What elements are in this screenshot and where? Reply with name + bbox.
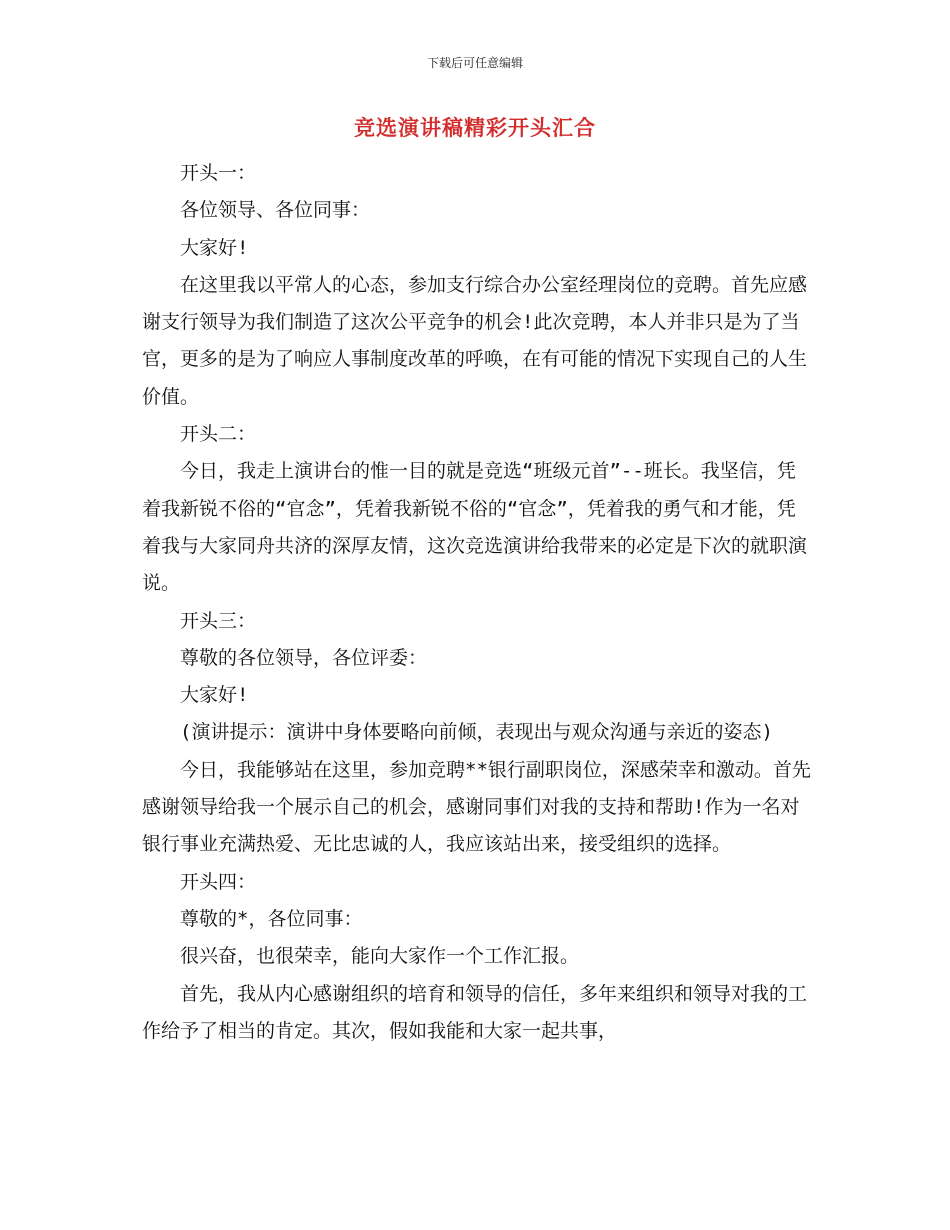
paragraph: 开头二： — [180, 423, 257, 446]
paragraph: 今日，我能够站在这里，参加竞聘**银行副职岗位，深感荣幸和激动。首先感谢领导给我一个展示自己的机会，感谢同事们对我的支持和帮助!作为一名对银行事业充满热爱、无比忠诚的人，我应该站出来，接受组织的选择。 — [142, 758, 811, 856]
document-title: 竞选演讲稿精彩开头汇合 — [354, 116, 596, 140]
paragraph: 尊敬的*，各位同事： — [180, 907, 363, 930]
paragraph: 在这里我以平常人的心态，参加支行综合办公室经理岗位的竞聘。首先应感谢支行领导为我们制造了这次公平竞争的机会!此次竞聘，本人并非只是为了当官，更多的是为了响应人事制度改革的呼唤，在有可能的情况下实现自己的人生价值。 — [142, 273, 808, 408]
header-note: 下载后可任意编辑 — [426, 56, 523, 70]
paragraph: 开头三： — [180, 609, 257, 632]
paragraph: 大家好! — [180, 684, 249, 707]
paragraph: 开头四： — [180, 870, 257, 893]
paragraph: 尊敬的各位领导，各位评委： — [180, 646, 428, 669]
paragraph: 今日，我走上演讲台的惟一目的就是竞选“班级元首”--班长。我坚信，凭着我新锐不俗的“官念”，凭着我新锐不俗的“官念”，凭着我的勇气和才能，凭着我与大家同舟共济的深厚友情，这次竞选演讲给我带来的必定是下次的就职演说。 — [142, 460, 808, 595]
paragraph: 很兴奋，也很荣幸，能向大家作一个工作汇报。 — [180, 945, 580, 968]
paragraph: (演讲提示：演讲中身体要略向前倾，表现出与观众沟通与亲近的姿态) — [180, 721, 773, 744]
document-body — [142, 155, 814, 1050]
paragraph: 首先，我从内心感谢组织的培育和领导的信任，多年来组织和领导对我的工作给予了相当的肯定。其次，假如我能和大家一起共事， — [142, 982, 808, 1042]
paragraph: 开头一： — [180, 162, 257, 184]
paragraph: 各位领导、各位同事： — [180, 199, 371, 222]
paragraph: 大家好! — [180, 236, 249, 259]
